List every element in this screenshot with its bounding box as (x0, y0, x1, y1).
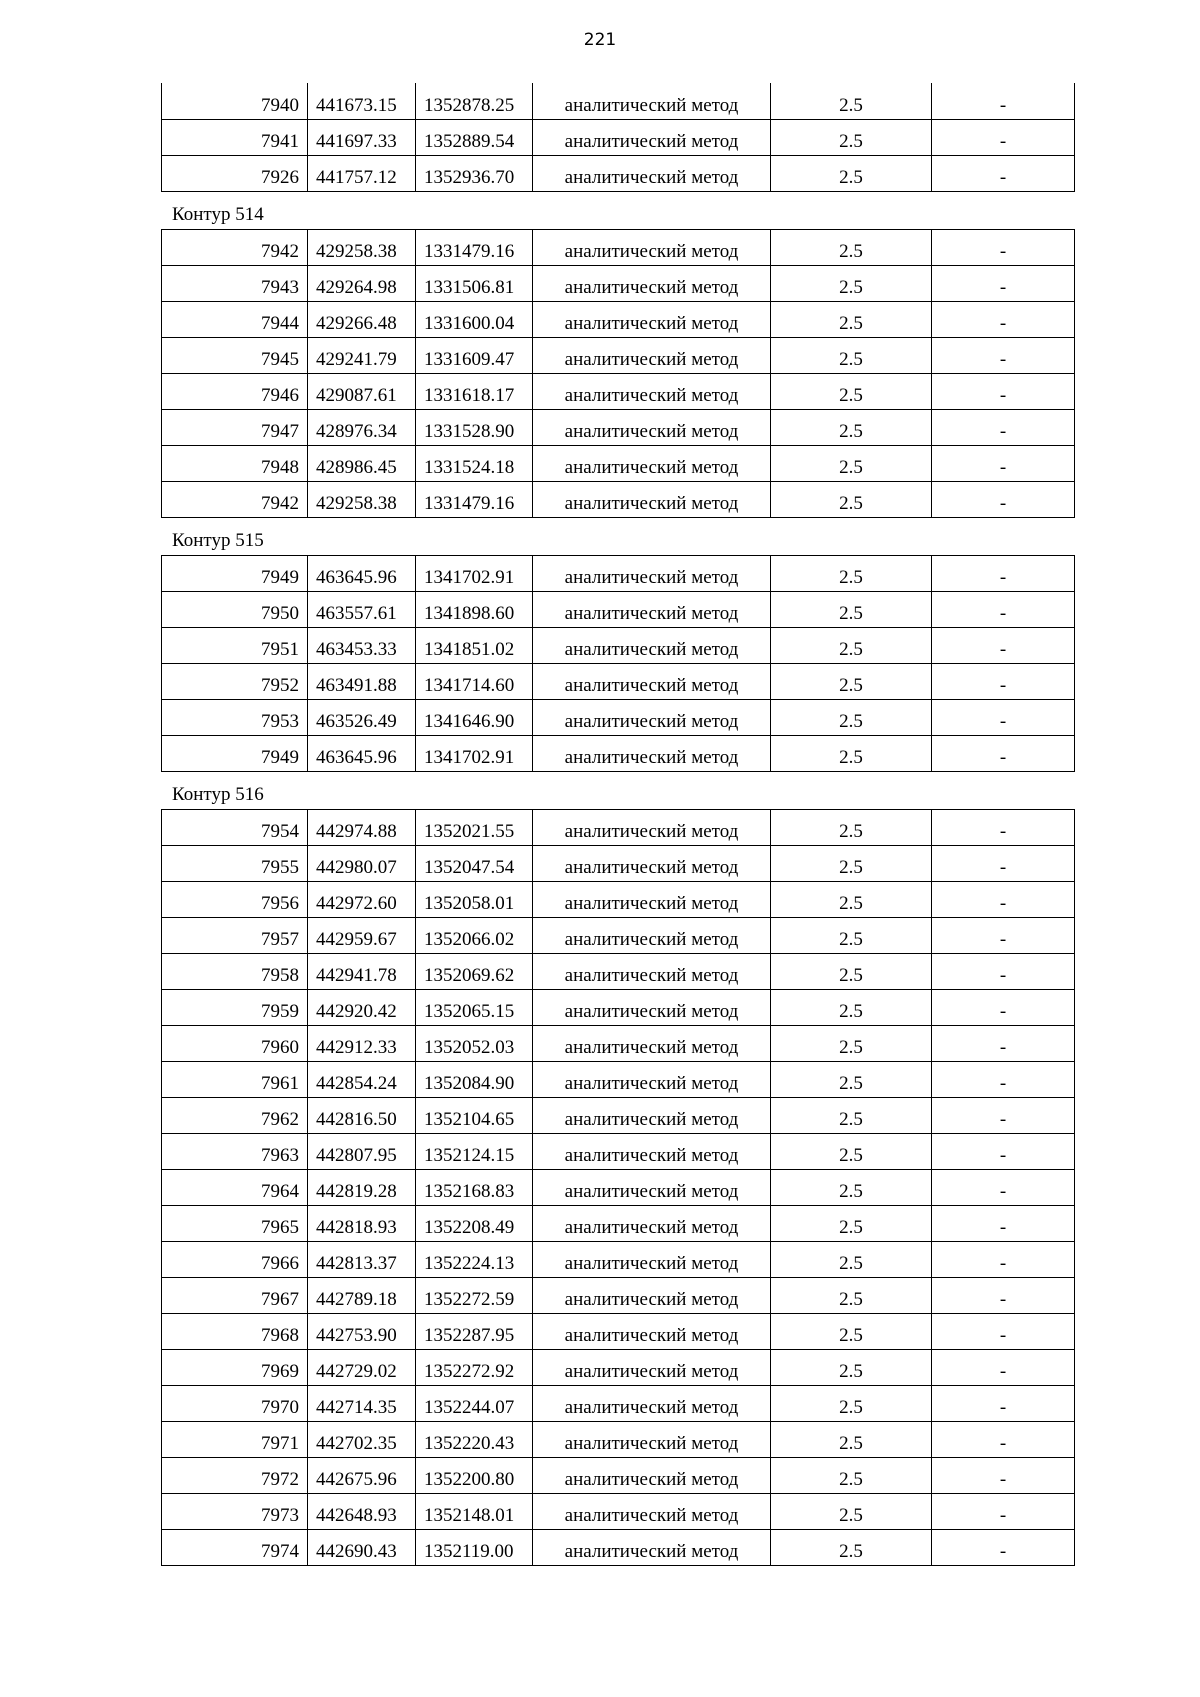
x-coordinate-cell: 442807.95 (308, 1133, 416, 1169)
description-cell: - (932, 1421, 1075, 1457)
table-row (162, 1493, 1075, 1529)
method-cell: аналитический метод (533, 373, 771, 409)
y-coordinate-cell: 1331506.81 (416, 265, 533, 301)
description-cell: - (932, 555, 1075, 591)
description-cell: - (932, 917, 1075, 953)
y-coordinate-cell: 1352052.03 (416, 1025, 533, 1061)
accuracy-cell: 2.5 (771, 481, 932, 517)
point-number-cell: 7940 (162, 83, 308, 119)
table-row (162, 1133, 1075, 1169)
table-row (162, 119, 1075, 155)
accuracy-cell: 2.5 (771, 591, 932, 627)
table-row (162, 1061, 1075, 1097)
accuracy-cell: 2.5 (771, 1025, 932, 1061)
point-number-cell: 7942 (162, 229, 308, 265)
accuracy-cell: 2.5 (771, 229, 932, 265)
description-cell: - (932, 155, 1075, 191)
coordinates-table (161, 229, 1075, 518)
x-coordinate-cell: 442959.67 (308, 917, 416, 953)
method-cell: аналитический метод (533, 301, 771, 337)
description-cell: - (932, 337, 1075, 373)
x-coordinate-cell: 442819.28 (308, 1169, 416, 1205)
y-coordinate-cell: 1341714.60 (416, 663, 533, 699)
method-cell: аналитический метод (533, 229, 771, 265)
point-number-cell: 7944 (162, 301, 308, 337)
table-row (162, 83, 1075, 119)
description-cell: - (932, 83, 1075, 119)
method-cell: аналитический метод (533, 555, 771, 591)
y-coordinate-cell: 1352119.00 (416, 1529, 533, 1565)
method-cell: аналитический метод (533, 1169, 771, 1205)
x-coordinate-cell: 428986.45 (308, 445, 416, 481)
table-row (162, 627, 1075, 663)
y-coordinate-cell: 1352220.43 (416, 1421, 533, 1457)
coordinates-document (161, 83, 1074, 1566)
x-coordinate-cell: 463491.88 (308, 663, 416, 699)
description-cell: - (932, 881, 1075, 917)
x-coordinate-cell: 442648.93 (308, 1493, 416, 1529)
point-number-cell: 7968 (162, 1313, 308, 1349)
point-number-cell: 7947 (162, 409, 308, 445)
point-number-cell: 7965 (162, 1205, 308, 1241)
accuracy-cell: 2.5 (771, 699, 932, 735)
table-row (162, 917, 1075, 953)
description-cell: - (932, 301, 1075, 337)
x-coordinate-cell: 442813.37 (308, 1241, 416, 1277)
description-cell: - (932, 809, 1075, 845)
table-row (162, 1025, 1075, 1061)
point-number-cell: 7969 (162, 1349, 308, 1385)
point-number-cell: 7962 (162, 1097, 308, 1133)
description-cell: - (932, 845, 1075, 881)
table-row (162, 1097, 1075, 1133)
method-cell: аналитический метод (533, 591, 771, 627)
x-coordinate-cell: 442974.88 (308, 809, 416, 845)
x-coordinate-cell: 429266.48 (308, 301, 416, 337)
description-cell: - (932, 663, 1075, 699)
description-cell: - (932, 1025, 1075, 1061)
table-row (162, 1241, 1075, 1277)
method-cell: аналитический метод (533, 83, 771, 119)
x-coordinate-cell: 429264.98 (308, 265, 416, 301)
page-number: 221 (583, 30, 617, 50)
table-row (162, 265, 1075, 301)
x-coordinate-cell: 441673.15 (308, 83, 416, 119)
y-coordinate-cell: 1352065.15 (416, 989, 533, 1025)
y-coordinate-cell: 1352124.15 (416, 1133, 533, 1169)
table-row (162, 1277, 1075, 1313)
accuracy-cell: 2.5 (771, 155, 932, 191)
x-coordinate-cell: 429087.61 (308, 373, 416, 409)
y-coordinate-cell: 1352889.54 (416, 119, 533, 155)
point-number-cell: 7943 (162, 265, 308, 301)
accuracy-cell: 2.5 (771, 1241, 932, 1277)
y-coordinate-cell: 1341702.91 (416, 555, 533, 591)
table-row (162, 663, 1075, 699)
description-cell: - (932, 1277, 1075, 1313)
method-cell: аналитический метод (533, 265, 771, 301)
contour-title: Контур 515 (172, 529, 264, 551)
y-coordinate-cell: 1352272.59 (416, 1277, 533, 1313)
table-row (162, 1313, 1075, 1349)
description-cell: - (932, 989, 1075, 1025)
point-number-cell: 7950 (162, 591, 308, 627)
point-number-cell: 7942 (162, 481, 308, 517)
method-cell: аналитический метод (533, 1061, 771, 1097)
table-row (162, 1457, 1075, 1493)
description-cell: - (932, 481, 1075, 517)
description-cell: - (932, 1061, 1075, 1097)
table-row (162, 409, 1075, 445)
method-cell: аналитический метод (533, 735, 771, 771)
method-cell: аналитический метод (533, 119, 771, 155)
table-row (162, 989, 1075, 1025)
x-coordinate-cell: 442941.78 (308, 953, 416, 989)
description-cell: - (932, 1205, 1075, 1241)
point-number-cell: 7945 (162, 337, 308, 373)
point-number-cell: 7953 (162, 699, 308, 735)
contour-title: Контур 514 (172, 203, 264, 225)
point-number-cell: 7926 (162, 155, 308, 191)
description-cell: - (932, 119, 1075, 155)
point-number-cell: 7960 (162, 1025, 308, 1061)
method-cell: аналитический метод (533, 409, 771, 445)
point-number-cell: 7971 (162, 1421, 308, 1457)
point-number-cell: 7941 (162, 119, 308, 155)
x-coordinate-cell: 442675.96 (308, 1457, 416, 1493)
y-coordinate-cell: 1331524.18 (416, 445, 533, 481)
method-cell: аналитический метод (533, 155, 771, 191)
y-coordinate-cell: 1352084.90 (416, 1061, 533, 1097)
table-row (162, 373, 1075, 409)
y-coordinate-cell: 1352936.70 (416, 155, 533, 191)
description-cell: - (932, 699, 1075, 735)
description-cell: - (932, 1457, 1075, 1493)
y-coordinate-cell: 1331528.90 (416, 409, 533, 445)
table-row (162, 845, 1075, 881)
table-row (162, 445, 1075, 481)
y-coordinate-cell: 1352878.25 (416, 83, 533, 119)
point-number-cell: 7966 (162, 1241, 308, 1277)
accuracy-cell: 2.5 (771, 1277, 932, 1313)
accuracy-cell: 2.5 (771, 1133, 932, 1169)
x-coordinate-cell: 442854.24 (308, 1061, 416, 1097)
method-cell: аналитический метод (533, 445, 771, 481)
y-coordinate-cell: 1352272.92 (416, 1349, 533, 1385)
table-row (162, 809, 1075, 845)
method-cell: аналитический метод (533, 627, 771, 663)
method-cell: аналитический метод (533, 1313, 771, 1349)
method-cell: аналитический метод (533, 1349, 771, 1385)
method-cell: аналитический метод (533, 989, 771, 1025)
point-number-cell: 7964 (162, 1169, 308, 1205)
accuracy-cell: 2.5 (771, 1097, 932, 1133)
accuracy-cell: 2.5 (771, 301, 932, 337)
table-row (162, 481, 1075, 517)
description-cell: - (932, 1169, 1075, 1205)
description-cell: - (932, 1385, 1075, 1421)
description-cell: - (932, 1097, 1075, 1133)
table-row (162, 337, 1075, 373)
accuracy-cell: 2.5 (771, 627, 932, 663)
description-cell: - (932, 1349, 1075, 1385)
accuracy-cell: 2.5 (771, 663, 932, 699)
point-number-cell: 7957 (162, 917, 308, 953)
table-row (162, 155, 1075, 191)
accuracy-cell: 2.5 (771, 845, 932, 881)
method-cell: аналитический метод (533, 1097, 771, 1133)
accuracy-cell: 2.5 (771, 881, 932, 917)
method-cell: аналитический метод (533, 1133, 771, 1169)
accuracy-cell: 2.5 (771, 989, 932, 1025)
y-coordinate-cell: 1331479.16 (416, 481, 533, 517)
x-coordinate-cell: 463526.49 (308, 699, 416, 735)
point-number-cell: 7970 (162, 1385, 308, 1421)
x-coordinate-cell: 463645.96 (308, 735, 416, 771)
accuracy-cell: 2.5 (771, 265, 932, 301)
accuracy-cell: 2.5 (771, 83, 932, 119)
accuracy-cell: 2.5 (771, 409, 932, 445)
method-cell: аналитический метод (533, 699, 771, 735)
description-cell: - (932, 409, 1075, 445)
accuracy-cell: 2.5 (771, 917, 932, 953)
y-coordinate-cell: 1352224.13 (416, 1241, 533, 1277)
method-cell: аналитический метод (533, 1205, 771, 1241)
x-coordinate-cell: 442729.02 (308, 1349, 416, 1385)
accuracy-cell: 2.5 (771, 555, 932, 591)
table-row (162, 735, 1075, 771)
y-coordinate-cell: 1352208.49 (416, 1205, 533, 1241)
accuracy-cell: 2.5 (771, 337, 932, 373)
x-coordinate-cell: 442920.42 (308, 989, 416, 1025)
description-cell: - (932, 1241, 1075, 1277)
y-coordinate-cell: 1352066.02 (416, 917, 533, 953)
x-coordinate-cell: 442702.35 (308, 1421, 416, 1457)
accuracy-cell: 2.5 (771, 1349, 932, 1385)
method-cell: аналитический метод (533, 917, 771, 953)
point-number-cell: 7952 (162, 663, 308, 699)
accuracy-cell: 2.5 (771, 1205, 932, 1241)
point-number-cell: 7956 (162, 881, 308, 917)
method-cell: аналитический метод (533, 1493, 771, 1529)
y-coordinate-cell: 1352058.01 (416, 881, 533, 917)
contour-title: Контур 516 (172, 783, 264, 805)
y-coordinate-cell: 1352200.80 (416, 1457, 533, 1493)
point-number-cell: 7959 (162, 989, 308, 1025)
x-coordinate-cell: 463453.33 (308, 627, 416, 663)
x-coordinate-cell: 441757.12 (308, 155, 416, 191)
method-cell: аналитический метод (533, 1241, 771, 1277)
point-number-cell: 7955 (162, 845, 308, 881)
accuracy-cell: 2.5 (771, 1421, 932, 1457)
point-number-cell: 7973 (162, 1493, 308, 1529)
y-coordinate-cell: 1352148.01 (416, 1493, 533, 1529)
accuracy-cell: 2.5 (771, 373, 932, 409)
table-row (162, 229, 1075, 265)
table-row (162, 881, 1075, 917)
description-cell: - (932, 265, 1075, 301)
table-row (162, 1169, 1075, 1205)
point-number-cell: 7954 (162, 809, 308, 845)
method-cell: аналитический метод (533, 1421, 771, 1457)
y-coordinate-cell: 1331479.16 (416, 229, 533, 265)
table-row (162, 1421, 1075, 1457)
method-cell: аналитический метод (533, 953, 771, 989)
table-row (162, 1349, 1075, 1385)
accuracy-cell: 2.5 (771, 1385, 932, 1421)
accuracy-cell: 2.5 (771, 445, 932, 481)
table-row (162, 301, 1075, 337)
y-coordinate-cell: 1341702.91 (416, 735, 533, 771)
x-coordinate-cell: 442912.33 (308, 1025, 416, 1061)
point-number-cell: 7949 (162, 555, 308, 591)
x-coordinate-cell: 442690.43 (308, 1529, 416, 1565)
accuracy-cell: 2.5 (771, 1313, 932, 1349)
x-coordinate-cell: 463557.61 (308, 591, 416, 627)
description-cell: - (932, 1493, 1075, 1529)
point-number-cell: 7951 (162, 627, 308, 663)
x-coordinate-cell: 441697.33 (308, 119, 416, 155)
point-number-cell: 7974 (162, 1529, 308, 1565)
coordinates-table (161, 555, 1075, 772)
x-coordinate-cell: 428976.34 (308, 409, 416, 445)
description-cell: - (932, 953, 1075, 989)
accuracy-cell: 2.5 (771, 1493, 932, 1529)
y-coordinate-cell: 1352244.07 (416, 1385, 533, 1421)
point-number-cell: 7963 (162, 1133, 308, 1169)
table-row (162, 591, 1075, 627)
y-coordinate-cell: 1331609.47 (416, 337, 533, 373)
y-coordinate-cell: 1341851.02 (416, 627, 533, 663)
accuracy-cell: 2.5 (771, 735, 932, 771)
coordinates-table (161, 809, 1075, 1566)
table-row (162, 1529, 1075, 1565)
point-number-cell: 7972 (162, 1457, 308, 1493)
point-number-cell: 7958 (162, 953, 308, 989)
method-cell: аналитический метод (533, 481, 771, 517)
x-coordinate-cell: 442980.07 (308, 845, 416, 881)
x-coordinate-cell: 463645.96 (308, 555, 416, 591)
method-cell: аналитический метод (533, 845, 771, 881)
x-coordinate-cell: 429258.38 (308, 481, 416, 517)
table-row (162, 1385, 1075, 1421)
description-cell: - (932, 1529, 1075, 1565)
method-cell: аналитический метод (533, 1277, 771, 1313)
description-cell: - (932, 1133, 1075, 1169)
x-coordinate-cell: 442714.35 (308, 1385, 416, 1421)
x-coordinate-cell: 429241.79 (308, 337, 416, 373)
description-cell: - (932, 735, 1075, 771)
x-coordinate-cell: 442753.90 (308, 1313, 416, 1349)
description-cell: - (932, 445, 1075, 481)
description-cell: - (932, 627, 1075, 663)
method-cell: аналитический метод (533, 1457, 771, 1493)
table-row (162, 699, 1075, 735)
point-number-cell: 7949 (162, 735, 308, 771)
description-cell: - (932, 229, 1075, 265)
method-cell: аналитический метод (533, 1529, 771, 1565)
y-coordinate-cell: 1331618.17 (416, 373, 533, 409)
accuracy-cell: 2.5 (771, 1061, 932, 1097)
y-coordinate-cell: 1352047.54 (416, 845, 533, 881)
y-coordinate-cell: 1352069.62 (416, 953, 533, 989)
method-cell: аналитический метод (533, 809, 771, 845)
point-number-cell: 7948 (162, 445, 308, 481)
y-coordinate-cell: 1341898.60 (416, 591, 533, 627)
y-coordinate-cell: 1331600.04 (416, 301, 533, 337)
x-coordinate-cell: 442818.93 (308, 1205, 416, 1241)
accuracy-cell: 2.5 (771, 1529, 932, 1565)
x-coordinate-cell: 442816.50 (308, 1097, 416, 1133)
point-number-cell: 7961 (162, 1061, 308, 1097)
method-cell: аналитический метод (533, 1025, 771, 1061)
description-cell: - (932, 1313, 1075, 1349)
y-coordinate-cell: 1341646.90 (416, 699, 533, 735)
accuracy-cell: 2.5 (771, 119, 932, 155)
x-coordinate-cell: 442789.18 (308, 1277, 416, 1313)
point-number-cell: 7946 (162, 373, 308, 409)
coordinates-table (161, 83, 1075, 192)
table-row (162, 555, 1075, 591)
accuracy-cell: 2.5 (771, 953, 932, 989)
table-row (162, 1205, 1075, 1241)
accuracy-cell: 2.5 (771, 1457, 932, 1493)
x-coordinate-cell: 442972.60 (308, 881, 416, 917)
y-coordinate-cell: 1352021.55 (416, 809, 533, 845)
accuracy-cell: 2.5 (771, 809, 932, 845)
table-row (162, 953, 1075, 989)
description-cell: - (932, 591, 1075, 627)
y-coordinate-cell: 1352287.95 (416, 1313, 533, 1349)
point-number-cell: 7967 (162, 1277, 308, 1313)
method-cell: аналитический метод (533, 337, 771, 373)
method-cell: аналитический метод (533, 1385, 771, 1421)
y-coordinate-cell: 1352104.65 (416, 1097, 533, 1133)
method-cell: аналитический метод (533, 881, 771, 917)
x-coordinate-cell: 429258.38 (308, 229, 416, 265)
y-coordinate-cell: 1352168.83 (416, 1169, 533, 1205)
description-cell: - (932, 373, 1075, 409)
method-cell: аналитический метод (533, 663, 771, 699)
accuracy-cell: 2.5 (771, 1169, 932, 1205)
